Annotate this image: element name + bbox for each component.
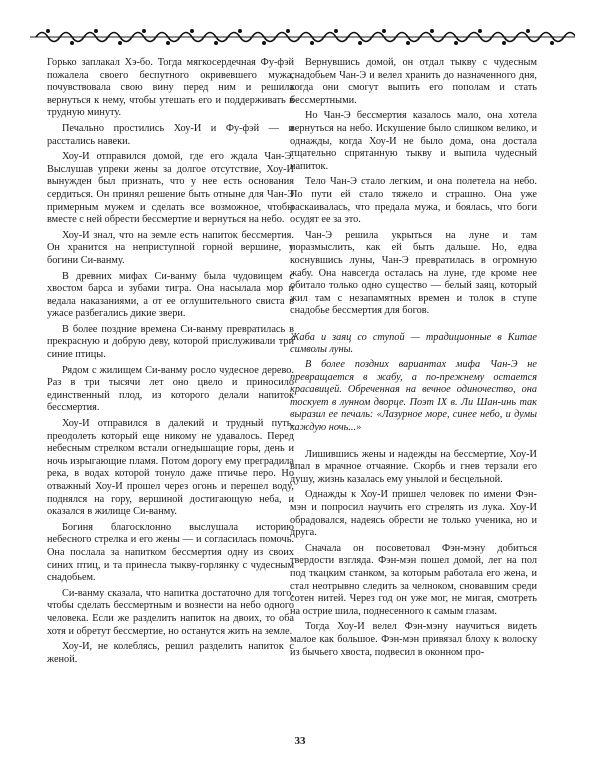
paragraph: Тело Чан-Э стало легким, и она полетела на небо. По пути ей стало тяжело и страшно. Она уже раскаивалась, что предала мужа, и боялась, что боги осудят ее за это. <box>290 176 537 226</box>
decorative-border-ornament <box>30 26 575 48</box>
paragraph: Однажды к Хоу-И пришел человек по имени Фэн-мэн и попросил научить его стрелять из лука. Хоу-И обрадовался, надеясь обрести не только ученика, но и друга. <box>290 489 537 539</box>
left-column <box>47 57 294 669</box>
paragraph: Хоу-И отправился в далекий и трудный путь, преодолеть который еще никому не удавалось. Перед небесным стрелком встали огнедышащие горы, день и ночь изрыгающие пламя. Потом дорогу ему преградила река, в водах которой тонуло даже птичье перо. Но отважный Хоу-И прошел через огонь и перешел воду, поднялся на гору, вершиной достигающую неба, и оказался в жилище Си-ванму. <box>47 418 294 518</box>
page-number: 33 <box>294 735 306 747</box>
paragraph: Си-ванму сказала, что напитка достаточно для того, чтобы сделать бессмертным и вознести на небо одного человека. Если же разделить напиток на двоих, то оба хотя и обретут бессмертие, но останутся жить на земле. <box>47 587 294 637</box>
caption-paragraph: Жаба и заяц со ступой — традиционные в Китае символы луны. <box>290 331 537 356</box>
paragraph: Хоу-И, не колеблясь, решил разделить напиток с женой. <box>47 641 294 665</box>
paragraph: Сначала он посоветовал Фэн-мэну добиться твердости взгляда. Фэн-мэн пошел домой, лег на пол под ткацким станком, за которым работала его жена, и стал неотрывно следить за челноком, сновавшим среди сотен нитей. Через год он уже мог, не мигая, смотреть на острие шила, поднесенного к самым глазам. <box>290 542 537 617</box>
paragraph: Но Чан-Э бессмертия казалось мало, она хотела вернуться на небо. Искушение было слишком велико, и однажды, когда Хоу-И не было дома, она достала тщательно спрятанную тыкву и выпила чудесный напиток. <box>290 110 537 172</box>
paragraph: Горько заплакал Хэ-бо. Тогда мягкосердечная Фу-фэй пожалела своего беспутного окривевшего мужа, почувствовала свою вину перед ним и решила вернуться к нему, чтобы утешать его и поддерживать в трудную минуту. <box>47 57 294 119</box>
paragraph: Рядом с жилищем Си-ванму росло чудесное дерево. Раз в три тысячи лет оно цвело и приносило единственный плод, из которого делали напиток бессмертия. <box>47 364 294 414</box>
right-column <box>290 57 537 662</box>
paragraph: Хоу-И знал, что на земле есть напиток бессмертия. Он хранится на неприступной горной вершине, у богини Си-ванму. <box>47 229 294 266</box>
paragraph: Вернувшись домой, он отдал тыкву с чудесным снадобьем Чан-Э и велел хранить до назначенного дня, когда они смогут выпить его пополам и стать бессмертными. <box>290 57 537 106</box>
italic-sidebar-note <box>290 332 537 435</box>
paragraph: Печально простились Хоу-И и Фу-фэй — и расстались навеки. <box>47 122 294 147</box>
paragraph: Чан-Э решила укрыться на луне и там поразмыслить, как ей быть дальше. Но, едва коснувшись луны, Чан-Э превратилась в огромную жабу. Она навсегда осталась на луне, где кроме нее обитало только одно существо — белый заяц, который жил там с незапамятных времен и толок в ступе снадобье бессмертия для богов. <box>290 229 537 317</box>
paragraph: Хоу-И отправился домой, где его ждала Чан-Э. Выслушав упреки жены за долгое отсутствие, Хоу-И вынужден был признать, что у нее есть основания сердиться. Он принял решение быть отныне для Чан-Э примерным мужем и сделать все возможное, чтобы вместе с ней обрести бессмертие и вернуться на небо. <box>47 151 294 226</box>
caption-paragraph: В более поздних вариантах мифа Чан-Э не превращается в жабу, а по-прежнему остается красавицей. Обреченная на вечное одиночество, она тоскует в лунном дворце. Поэт IX в. Ли Шан-инь так выразил ее печаль: «Лазурное море, синее небо, и думы каждую ночь...» <box>290 359 537 434</box>
paragraph: Лишившись жены и надежды на бессмертие, Хоу-И впал в мрачное отчаяние. Скорбь и гнев терзали его душу, жизнь казалась ему унылой и бесцельной. <box>290 448 537 485</box>
paragraph: В древних мифах Си-ванму была чудовищем с хвостом барса и зубами тигра. Она насылала мор и ведала наказаниями, а от ее оглушительного свиста в ужасе разбегались дикие звери. <box>47 270 294 320</box>
paragraph: Богиня благосклонно выслушала историю небесного стрелка и его жены — и согласилась помочь. Она послала за напитком бессмертия одну из своих синих птиц, и та принесла тыкву-горлянку с чудесным снадобьем. <box>47 521 294 584</box>
paragraph: Тогда Хоу-И велел Фэн-мэну научиться видеть малое как большое. Фэн-мэн привязал блоху к волоску из бычьего хвоста, подвесил в оконном про- <box>290 621 537 658</box>
paragraph: В более поздние времена Си-ванму превратилась в прекрасную и добрую деву, которой прислуживали три синие птицы. <box>47 323 294 361</box>
